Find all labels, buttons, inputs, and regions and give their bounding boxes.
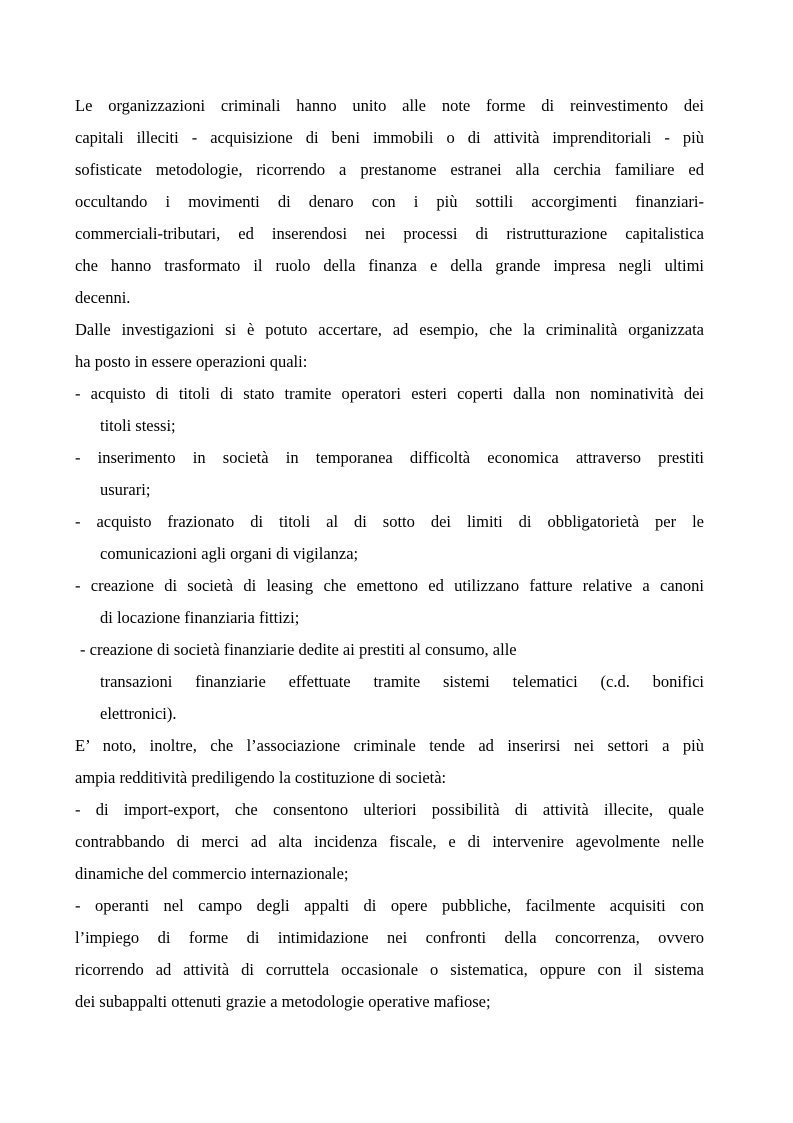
list-item-line: - creazione di società finanziarie dedite ai prestiti al consumo, alle [80, 640, 517, 659]
text-line: l’impiego di forme di intimidazione nei confronti della concorrenza, ovvero [75, 928, 704, 947]
text-line: capitali illeciti - acquisizione di beni immobili o di attività imprenditoriali - più [75, 128, 704, 147]
text-line: commerciali-tributari, ed inserendosi nei processi di ristrutturazione capitalistica [75, 224, 704, 243]
text-line: ampia redditività prediligendo la costituzione di società: [75, 768, 447, 787]
text-line: occultando i movimenti di denaro con i più sottili accorgimenti finanziari- [75, 192, 704, 211]
text-line: contrabbando di merci ad alta incidenza fiscale, e di intervenire agevolmente nelle [75, 832, 704, 851]
text-line: Le organizzazioni criminali hanno unito alle note forme di reinvestimento dei [75, 96, 704, 115]
text-line: dei subappalti ottenuti grazie a metodologie operative mafiose; [75, 992, 491, 1011]
list-item-line: usurari; [100, 480, 151, 499]
text-line: ha posto in essere operazioni quali: [75, 352, 308, 371]
list-item-line: - operanti nel campo degli appalti di opere pubbliche, facilmente acquisiti con [75, 896, 704, 915]
list-item-line: transazioni finanziarie effettuate tramite sistemi telematici (c.d. bonifici [100, 672, 704, 691]
list-item-line: comunicazioni agli organi di vigilanza; [100, 544, 359, 563]
text-line: dinamiche del commercio internazionale; [75, 864, 349, 883]
list-item-line: di locazione finanziaria fittizi; [100, 608, 300, 627]
list-item-line: - acquisto frazionato di titoli al di sotto dei limiti di obbligatorietà per le [75, 512, 704, 531]
text-line: decenni. [75, 288, 131, 307]
list-item-line: - creazione di società di leasing che emettono ed utilizzano fatture relative a canoni [75, 576, 704, 595]
text-line: ricorrendo ad attività di corruttela occasionale o sistematica, oppure con il sistema [75, 960, 704, 979]
text-line: sofisticate metodologie, ricorrendo a prestanome estranei alla cerchia familiare ed [75, 160, 704, 179]
text-line: E’ noto, inoltre, che l’associazione criminale tende ad inserirsi nei settori a più [75, 736, 704, 755]
list-item-line: - di import-export, che consentono ulteriori possibilità di attività illecite, quale [75, 800, 704, 819]
list-item-line: - inserimento in società in temporanea difficoltà economica attraverso prestiti [75, 448, 704, 467]
text-line: Dalle investigazioni si è potuto accertare, ad esempio, che la criminalità organizzata [75, 320, 704, 339]
list-item-line: titoli stessi; [100, 416, 176, 435]
list-item-line: elettronici). [100, 704, 177, 723]
list-item-line: - acquisto di titoli di stato tramite operatori esteri coperti dalla non nominatività dei [75, 384, 704, 403]
text-line: che hanno trasformato il ruolo della finanza e della grande impresa negli ultimi [75, 256, 704, 275]
